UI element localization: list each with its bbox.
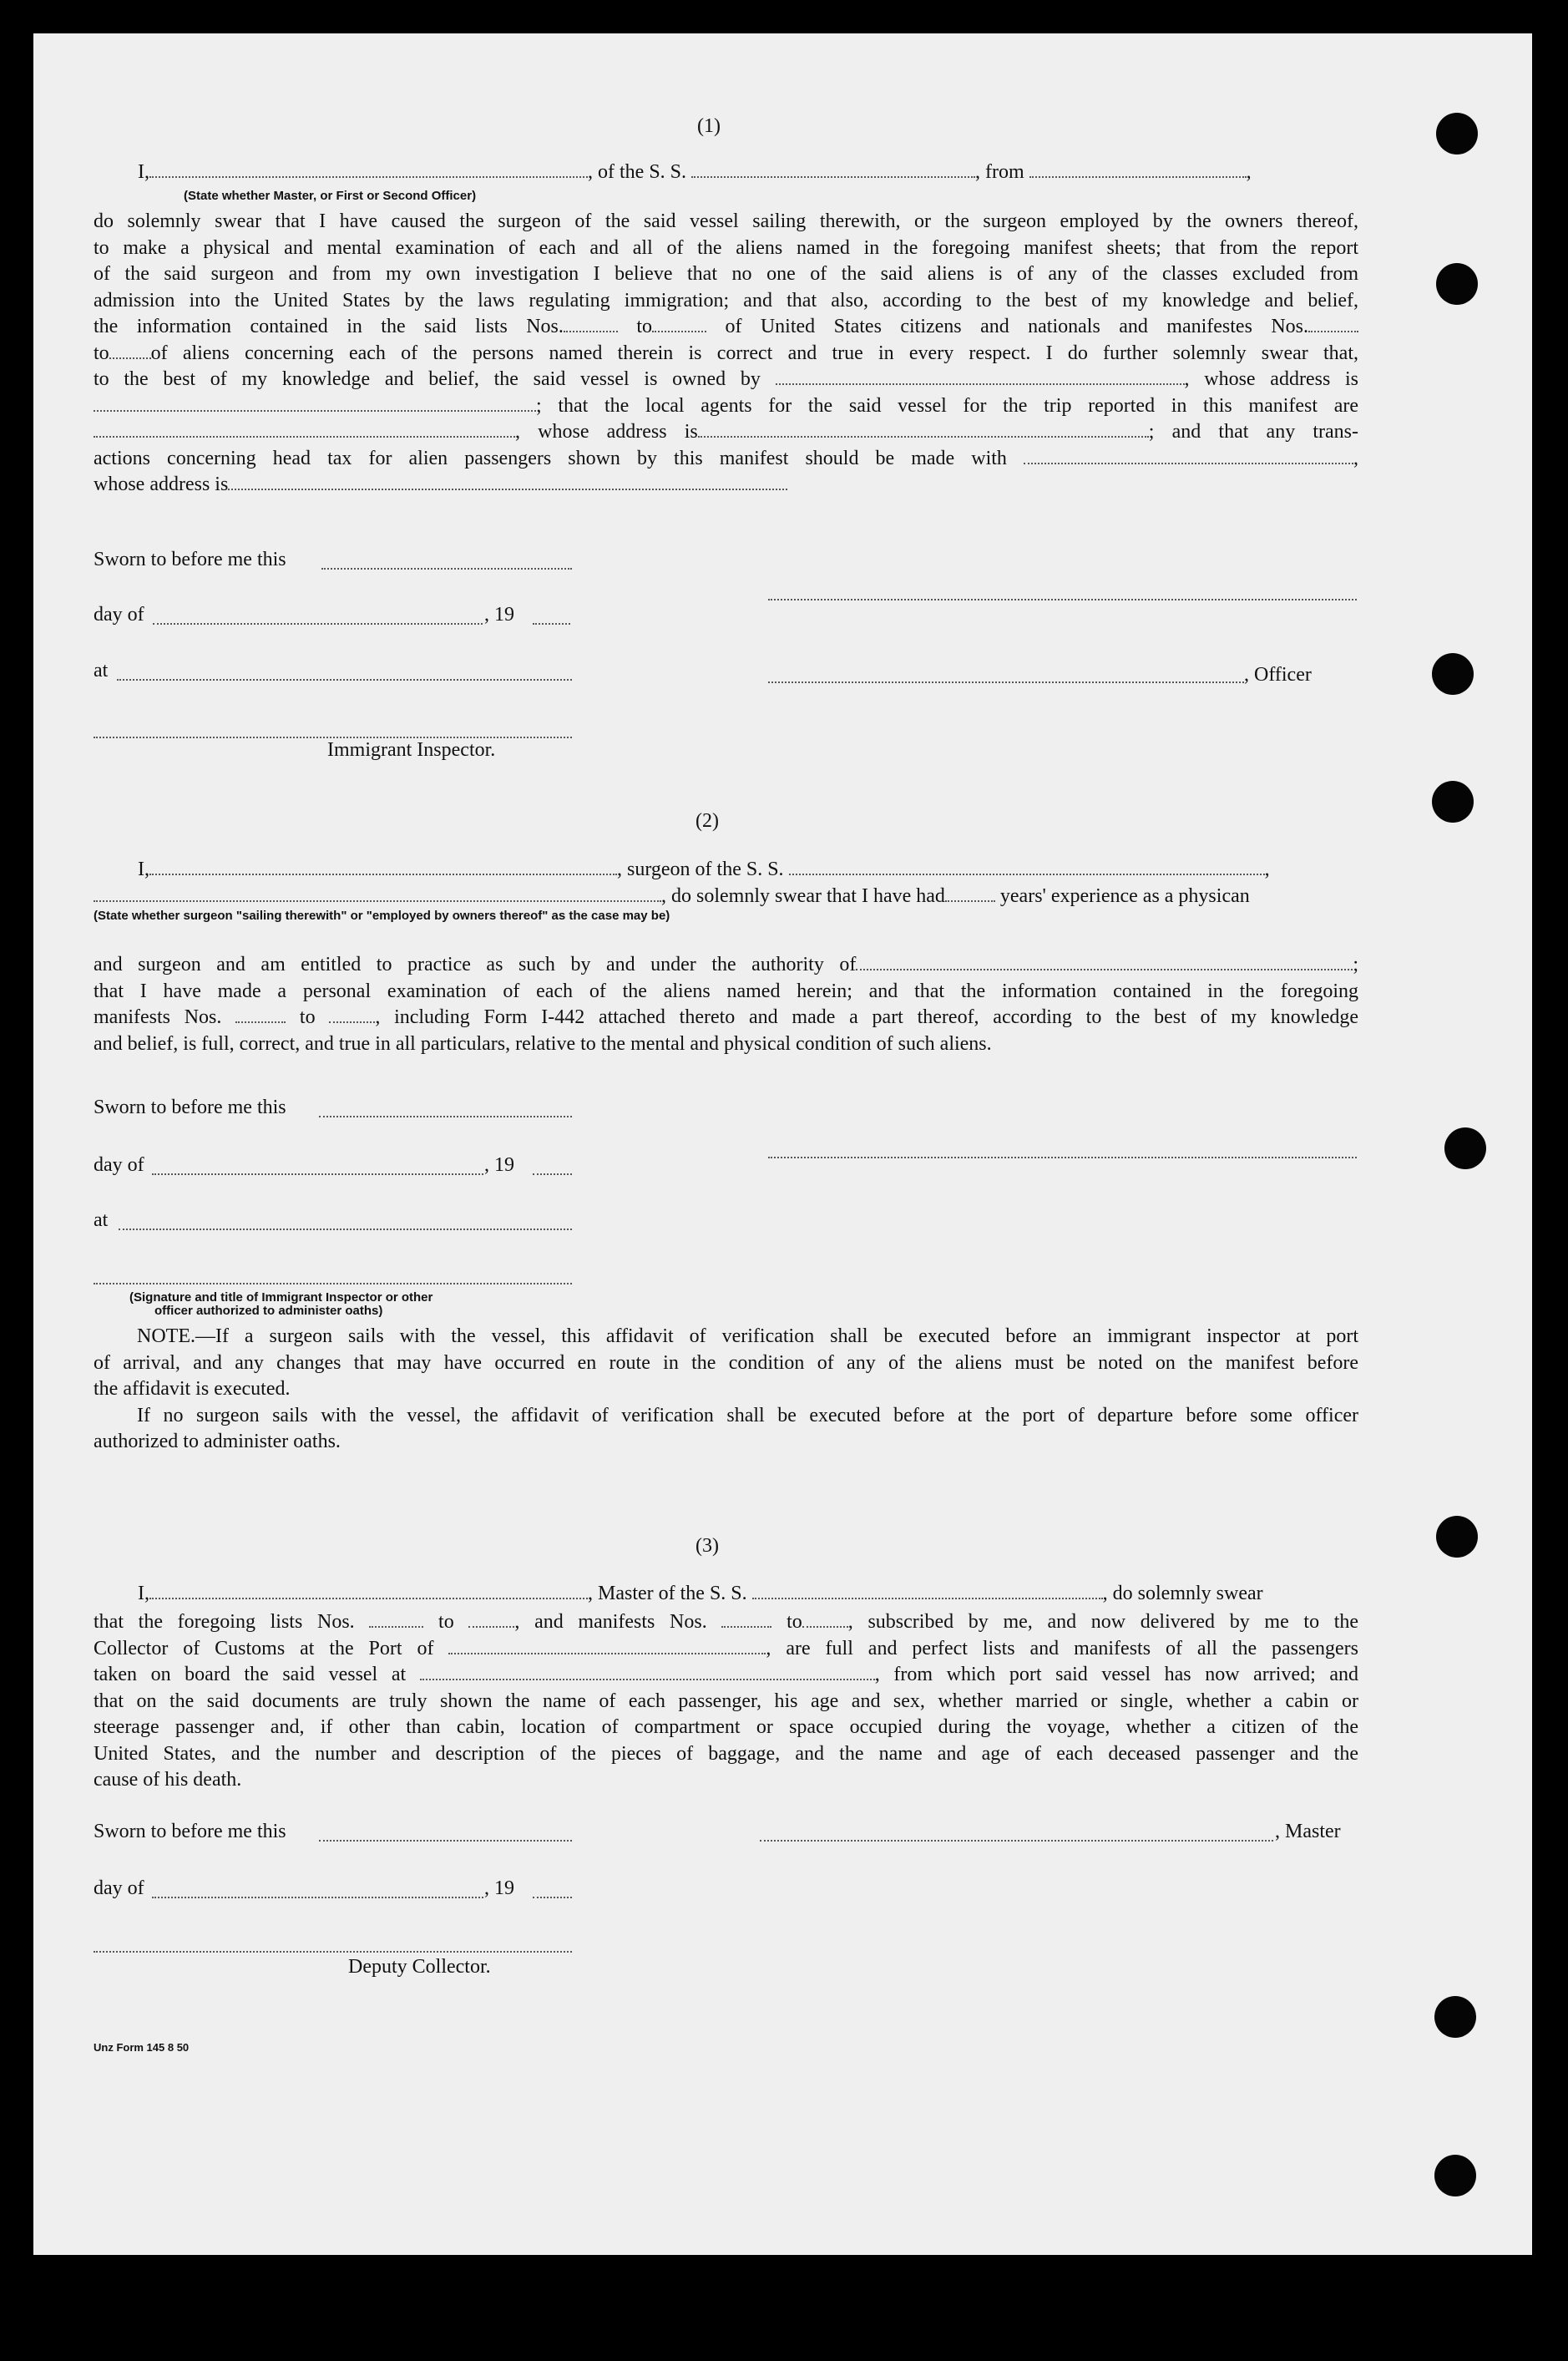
fill-line-day-of[interactable] — [153, 623, 483, 625]
collector-label: Deputy Collector. — [348, 1956, 491, 1978]
label-arrived: , from which port said vessel has now arrived; and — [874, 1664, 1359, 1685]
label-subscribed: , subscribed by me, and now delivered by me to the — [847, 1611, 1359, 1633]
year-label: , 19 — [484, 1877, 514, 1899]
section-2-number: (2) — [695, 810, 719, 832]
body-line — [94, 446, 1358, 473]
note-line: of arrival, and any changes that may have occurred en route in the condition of any of the aliens must be noted on the manifest before — [94, 1351, 1358, 1374]
body-line: that I have made a personal examination of each of the aliens named herein; and that the information contained in the foregoing — [94, 980, 1358, 1002]
section-2-line-2 — [94, 885, 1250, 908]
fill-line-surgeon-type[interactable] — [94, 894, 661, 902]
day-of-label: day of — [94, 604, 144, 626]
label-transactions: ; and that any trans- — [1148, 421, 1359, 443]
section-3-line-1 — [138, 1583, 1263, 1605]
body-line: admission into the United States by the laws regulating immigration; and that also, according to the best of my knowledge and belief, — [94, 289, 1358, 312]
label-manifests-nos: , and manifests Nos. — [514, 1611, 707, 1633]
fill-line-list-from[interactable] — [564, 324, 618, 332]
section-2-body — [94, 952, 1358, 1057]
fill-line-owner-address[interactable] — [94, 403, 536, 412]
label-of-ss: , of the S. S. — [588, 161, 687, 183]
punch-hole — [1444, 1127, 1486, 1169]
body-line: and belief, is full, correct, and true in all particulars, relative to the mental and physical condition of such aliens. — [94, 1032, 992, 1055]
label-full-perfect: , are full and perfect lists and manifests of all the passengers — [766, 1637, 1358, 1659]
fill-line-head-tax-agent[interactable] — [1024, 456, 1353, 464]
label-manifests-nos: of United States citizens and nationals and manifestes Nos. — [725, 316, 1309, 337]
label-owned-by: to the best of my knowledge and belief, the said vessel is owned by — [94, 368, 761, 390]
punch-hole — [1434, 1996, 1476, 2038]
fill-line-list-to[interactable] — [468, 1619, 514, 1628]
sworn-label: Sworn to before me this — [94, 549, 286, 570]
fill-line-at[interactable] — [119, 1229, 572, 1230]
fill-line-year[interactable] — [533, 623, 570, 625]
section-2-line-1 — [138, 859, 1270, 881]
fill-line-agents-address[interactable] — [698, 429, 1149, 438]
fill-line-sworn-date[interactable] — [321, 568, 572, 570]
body-line — [94, 1005, 1358, 1031]
punch-hole — [1436, 113, 1478, 155]
section-2-note — [94, 1324, 1358, 1456]
fill-line-year[interactable] — [533, 1897, 572, 1898]
fill-line-manifest-from[interactable] — [235, 1015, 286, 1023]
sworn-label: Sworn to before me this — [94, 1821, 286, 1842]
label-solemnly-swear: , do solemnly swear that I have had — [661, 885, 945, 907]
signature-note-line-2: officer authorized to administer oaths) — [154, 1304, 383, 1318]
fill-line-from-port[interactable] — [1029, 170, 1247, 178]
label-master-of-ss: , Master of the S. S. — [588, 1583, 747, 1604]
fill-line-ship-name[interactable] — [789, 867, 1265, 875]
section-1-number: (1) — [697, 115, 721, 137]
body-line: do solemnly swear that I have caused the surgeon of the said vessel sailing therewith, or the surgeon employed by the owners thereof, — [94, 210, 1358, 232]
label-comma: , — [1353, 447, 1358, 469]
body-line — [94, 314, 1358, 341]
label-whose-address: whose address is — [94, 474, 229, 495]
day-of-label: day of — [94, 1154, 144, 1176]
label-including-form: , including Form I-442 attached thereto and made a part thereof, according to the best of my knowledge — [375, 1006, 1359, 1028]
body-line — [94, 341, 1358, 367]
punch-hole — [1432, 653, 1474, 695]
fill-line-list-to[interactable] — [652, 324, 706, 332]
fill-line-head-tax-address[interactable] — [228, 482, 787, 490]
punch-hole — [1436, 263, 1478, 305]
fill-line-officer-name[interactable] — [149, 170, 588, 178]
label-i: I, — [138, 859, 149, 880]
body-line — [94, 393, 1358, 420]
fill-line-manifest-from[interactable] — [721, 1619, 771, 1628]
signature-line-inspector[interactable] — [94, 1283, 572, 1284]
fill-line-manifest-from[interactable] — [1308, 324, 1358, 332]
note-line: the affidavit is executed. — [94, 1378, 291, 1400]
section-1-line-1 — [138, 161, 1252, 184]
section-1-rank-note: (State whether Master, or First or Second Officer) — [184, 189, 477, 203]
inspector-label: Immigrant Inspector. — [327, 739, 496, 761]
signature-line-officer-top[interactable] — [768, 599, 1357, 600]
fill-line-owner[interactable] — [776, 377, 1185, 385]
sworn-label: Sworn to before me this — [94, 1097, 286, 1118]
label-head-tax: actions concerning head tax for alien passengers shown by this manifest should be made with — [94, 447, 1007, 469]
label-comma: , — [1246, 161, 1252, 183]
form-page — [33, 33, 1532, 2255]
fill-line-day-of[interactable] — [152, 1897, 483, 1898]
label-to: to — [787, 1611, 802, 1633]
section-2-surgeon-note: (State whether surgeon "sailing therewith" or "employed by owners thereof" as the case may be) — [94, 909, 670, 923]
signature-line-master[interactable] — [760, 1840, 1273, 1842]
fill-line-manifest-to[interactable] — [802, 1619, 848, 1628]
body-line — [94, 1662, 1358, 1689]
label-whose-address: , whose address is — [1184, 368, 1359, 390]
master-label: , Master — [1275, 1821, 1341, 1842]
fill-line-master-name[interactable] — [149, 1591, 588, 1599]
label-comma: , — [1264, 859, 1270, 880]
label-authority-of: and surgeon and am entitled to practice as such by and under the authority of — [94, 954, 857, 975]
section-3-number: (3) — [695, 1535, 719, 1557]
body-line — [94, 472, 1358, 499]
label-collector-port: Collector of Customs at the Port of — [94, 1637, 434, 1659]
body-line: that on the said documents are truly shown the name of each passenger, his age and sex, whether married or single, whether a cabin or — [94, 1690, 1358, 1712]
note-line: If no surgeon sails with the vessel, the affidavit of verification shall be executed before at the port of departure before some officer — [137, 1404, 1358, 1426]
fill-line-sworn-date[interactable] — [319, 1840, 572, 1842]
year-label: , 19 — [484, 604, 514, 626]
signature-line-officer[interactable] — [768, 681, 1244, 683]
signature-line-collector[interactable] — [94, 1951, 572, 1953]
fill-line-port[interactable] — [448, 1646, 766, 1654]
punch-hole — [1436, 1516, 1478, 1558]
fill-line-manifest-to[interactable] — [329, 1015, 375, 1023]
body-line: to make a physical and mental examination of each and all of the aliens named in the foregoing manifest sheets; that from the report — [94, 236, 1358, 259]
body-line: cause of his death. — [94, 1769, 242, 1791]
body-line: United States, and the number and description of the pieces of baggage, and the name and age of each deceased passenger and the — [94, 1742, 1358, 1765]
note-line: authorized to administer oaths. — [94, 1431, 341, 1452]
year-label: , 19 — [484, 1154, 514, 1176]
label-solemnly-swear: , do solemnly swear — [1102, 1583, 1263, 1604]
signature-line-surgeon[interactable] — [768, 1157, 1357, 1158]
label-semicolon: ; — [1353, 954, 1358, 975]
fill-line-sworn-date[interactable] — [319, 1116, 572, 1117]
section-3-body — [94, 1609, 1358, 1794]
label-from: , from — [975, 161, 1024, 183]
day-of-label: day of — [94, 1877, 144, 1899]
fill-line-list-from[interactable] — [369, 1619, 423, 1628]
body-line — [94, 1609, 1358, 1636]
fill-line-departure-port[interactable] — [420, 1672, 875, 1680]
officer-label: , Officer — [1244, 664, 1312, 686]
label-to: to — [438, 1611, 454, 1633]
fill-line-authority[interactable] — [856, 962, 1353, 970]
signature-note-line-1: (Signature and title of Immigrant Inspector or other — [129, 1290, 433, 1305]
label-lists-nos: that the foregoing lists Nos. — [94, 1611, 355, 1633]
fill-line-day-of[interactable] — [152, 1173, 483, 1175]
label-lists-nos: the information contained in the said lists Nos. — [94, 316, 564, 337]
fill-line-agents[interactable] — [94, 429, 515, 438]
body-line — [94, 367, 1358, 393]
label-years-experience: years' experience as a physican — [999, 885, 1250, 907]
fill-line-surgeon-name[interactable] — [149, 867, 617, 875]
section-1-body — [94, 209, 1358, 499]
signature-line-inspector[interactable] — [94, 737, 572, 738]
body-line — [94, 1636, 1358, 1663]
label-to: to — [636, 316, 652, 337]
label-taken-on-board: taken on board the said vessel at — [94, 1664, 407, 1685]
label-whose-address: , whose address is — [515, 421, 698, 443]
punch-hole — [1434, 2155, 1476, 2196]
label-to: to — [299, 1006, 316, 1028]
at-label: at — [94, 1209, 109, 1231]
fill-line-at[interactable] — [117, 679, 572, 681]
label-i: I, — [138, 161, 149, 183]
label-surgeon-of-ss: , surgeon of the S. S. — [617, 859, 784, 880]
form-number: Unz Form 145 8 50 — [94, 2041, 190, 2054]
label-to: to — [94, 342, 109, 364]
body-line — [94, 952, 1358, 979]
body-line — [94, 419, 1358, 446]
body-line: steerage passenger and, if other than cabin, location of compartment or space occupied during the voyage, whether a citizen of the — [94, 1716, 1358, 1738]
fill-line-ship-name[interactable] — [752, 1591, 1103, 1599]
punch-hole — [1432, 781, 1474, 823]
fill-line-ship-name[interactable] — [691, 170, 975, 178]
body-line: of the said surgeon and from my own investigation I believe that no one of the said aliens is of any of the classes excluded from — [94, 263, 1358, 285]
fill-line-years[interactable] — [945, 894, 995, 902]
fill-line-year[interactable] — [533, 1173, 572, 1175]
label-of-aliens: of aliens concerning each of the persons named therein is correct and true in every respect. I do further solemnly swear that, — [150, 342, 1358, 364]
note-line: NOTE.—If a surgeon sails with the vessel, this affidavit of verification shall be executed before an immigrant inspector at port — [137, 1325, 1358, 1347]
at-label: at — [94, 660, 109, 681]
label-i: I, — [138, 1583, 149, 1604]
fill-line-manifest-to[interactable] — [109, 351, 151, 359]
label-local-agents: ; that the local agents for the said vessel for the trip reported in this manifest are — [536, 394, 1358, 417]
label-manifests-nos: manifests Nos. — [94, 1006, 222, 1028]
